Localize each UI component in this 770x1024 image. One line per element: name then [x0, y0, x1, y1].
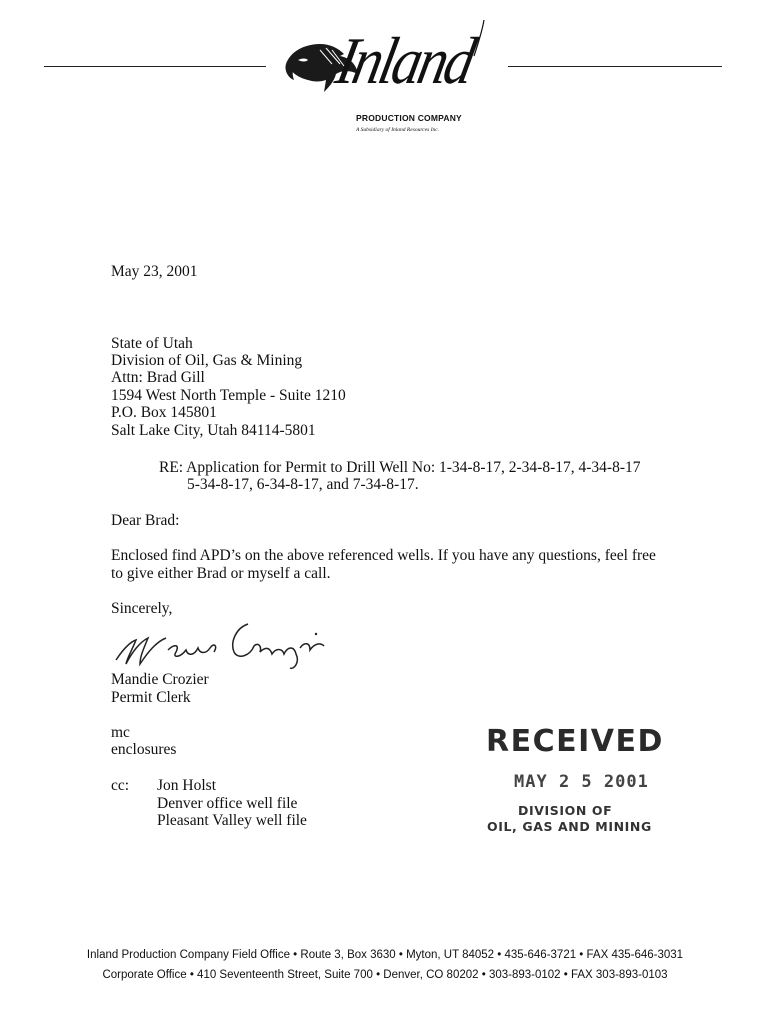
recipient-line: 1594 West North Temple - Suite 1210 [111, 387, 346, 404]
subsidiary-line: A Subsidiary of Inland Resources Inc. [356, 127, 440, 133]
recipient-line: P.O. Box 145801 [111, 404, 217, 421]
re-line-continued: 5-34-8-17, 6-34-8-17, and 7-34-8-17. [187, 476, 419, 493]
logo-flourish-icon [470, 18, 500, 58]
company-name: PRODUCTION COMPANY [356, 113, 462, 123]
recipient-line: Salt Lake City, Utah 84114-5801 [111, 422, 316, 439]
cc-item: Pleasant Valley well file [157, 812, 307, 829]
cc-item: Jon Holst [157, 777, 216, 794]
re-line: RE: Application for Permit to Drill Well No: 1-34-8-17, 2-34-8-17, 4-34-8-17 [159, 459, 641, 476]
received-stamp-agency: OIL, GAS AND MINING [487, 819, 652, 834]
letter-date: May 23, 2001 [111, 263, 198, 280]
enclosures-note: enclosures [111, 741, 177, 758]
recipient-line: Division of Oil, Gas & Mining [111, 352, 303, 369]
signer-title: Permit Clerk [111, 689, 191, 706]
cc-label: cc: [111, 777, 130, 794]
body-line: Enclosed find APD’s on the above referenced wells. If you have any questions, feel free [111, 547, 656, 564]
body-line: to give either Brad or myself a call. [111, 565, 331, 582]
received-stamp-title: RECEIVED [486, 724, 664, 759]
footer-field-office: Inland Production Company Field Office • Route 3, Box 3630 • Myton, UT 84052 • 435-646-3721 • FAX 435-646-3031 [86, 949, 684, 961]
recipient-line: State of Utah [111, 335, 193, 352]
recipient-line: Attn: Brad Gill [111, 369, 205, 386]
cc-item: Denver office well file [157, 795, 298, 812]
logo-wordmark: Inland [330, 23, 480, 98]
typist-initials: mc [111, 724, 130, 741]
letterhead-rule-left [44, 66, 266, 67]
received-stamp-date: MAY 2 5 2001 [514, 772, 649, 792]
received-stamp-division: DIVISION OF [518, 803, 613, 818]
footer-corporate-office: Corporate Office • 410 Seventeenth Street, Suite 700 • Denver, CO 80202 • 303-893-0102 • FAX 303-893-0103 [102, 969, 668, 981]
signature-icon [110, 612, 330, 672]
signer-name: Mandie Crozier [111, 671, 209, 688]
salutation: Dear Brad: [111, 512, 180, 529]
closing: Sincerely, [111, 600, 173, 617]
letterhead-rule-right [508, 66, 722, 67]
